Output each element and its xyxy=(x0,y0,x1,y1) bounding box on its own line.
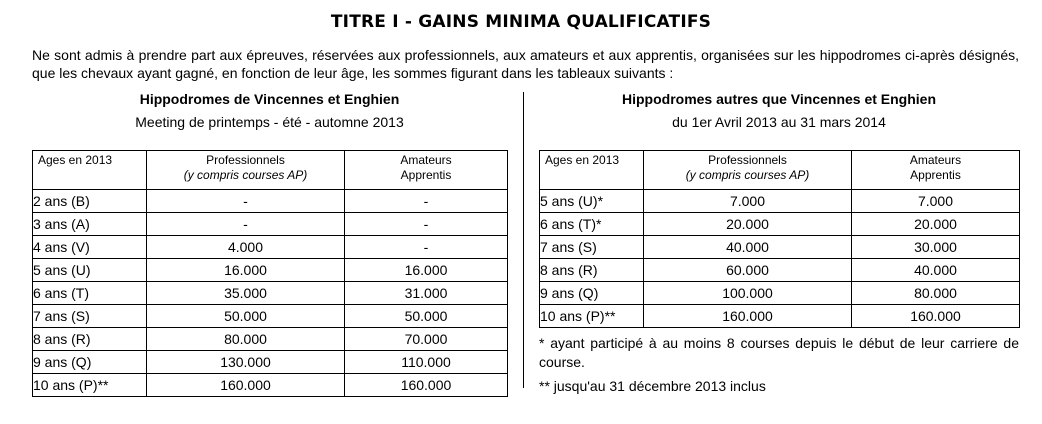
header-pro-label: Professionnels xyxy=(206,153,285,167)
table-row xyxy=(540,282,1020,305)
cell-amateurs: 20.000 xyxy=(852,213,1020,236)
cell-pro: 160.000 xyxy=(147,374,345,397)
right-heading: Hippodromes autres que Vincennes et Enghien xyxy=(621,91,937,107)
cell-age: 7 ans (S) xyxy=(540,236,644,259)
cell-amateurs: 160.000 xyxy=(345,374,508,397)
cell-amateurs: 160.000 xyxy=(852,305,1020,328)
cell-amateurs: - xyxy=(345,213,508,236)
cell-pro: 20.000 xyxy=(644,213,852,236)
cell-age: 9 ans (Q) xyxy=(540,282,644,305)
right-subheading: du 1er Avril 2013 au 31 mars 2014 xyxy=(672,114,886,130)
table-row xyxy=(33,305,508,328)
left-heading: Hippodromes de Vincennes et Enghien xyxy=(139,91,400,107)
cell-pro: 100.000 xyxy=(644,282,852,305)
cell-amateurs: - xyxy=(345,190,508,213)
table-row xyxy=(33,351,508,374)
header-pro-note: (y compris courses AP) xyxy=(183,168,308,182)
table-row xyxy=(540,236,1020,259)
table-header-row xyxy=(540,151,1020,190)
cell-pro: 50.000 xyxy=(147,305,345,328)
cell-age: 9 ans (Q) xyxy=(33,351,147,374)
cell-age: 5 ans (U) xyxy=(33,259,147,282)
cell-age: 6 ans (T) xyxy=(33,282,147,305)
header-professionnels xyxy=(644,151,852,190)
table-row xyxy=(33,374,508,397)
page-title: TITRE I - GAINS MINIMA QUALIFICATIFS xyxy=(330,12,712,32)
cell-pro: 7.000 xyxy=(644,190,852,213)
header-age: Ages en 2013 xyxy=(33,151,147,190)
cell-age: 4 ans (V) xyxy=(33,236,147,259)
cell-pro: - xyxy=(147,213,345,236)
cell-pro: 40.000 xyxy=(644,236,852,259)
cell-age: 8 ans (R) xyxy=(540,259,644,282)
cell-age: 10 ans (P)** xyxy=(540,305,644,328)
cell-age: 7 ans (S) xyxy=(33,305,147,328)
table-row xyxy=(540,213,1020,236)
right-gains-table xyxy=(539,150,1020,328)
left-subheading: Meeting de printemps - été - automne 2013 xyxy=(135,114,404,130)
footnote-star: * ayant participé à au moins 8 courses depuis le début de leur carriere de course. xyxy=(539,335,1019,370)
table-row xyxy=(33,282,508,305)
header-apprentis-label: Apprentis xyxy=(400,168,452,182)
cell-age: 2 ans (B) xyxy=(33,190,147,213)
cell-amateurs: 50.000 xyxy=(345,305,508,328)
cell-pro: 160.000 xyxy=(644,305,852,328)
cell-pro: 130.000 xyxy=(147,351,345,374)
cell-amateurs: 30.000 xyxy=(852,236,1020,259)
cell-amateurs: 80.000 xyxy=(852,282,1020,305)
left-column-header xyxy=(32,90,507,131)
cell-age: 10 ans (P)** xyxy=(33,374,147,397)
header-amateurs-apprentis xyxy=(852,151,1020,190)
table-row xyxy=(33,259,508,282)
cell-amateurs: 40.000 xyxy=(852,259,1020,282)
header-pro-label: Professionnels xyxy=(708,153,787,167)
cell-amateurs: 70.000 xyxy=(345,328,508,351)
cell-age: 6 ans (T)* xyxy=(540,213,644,236)
cell-age: 5 ans (U)* xyxy=(540,190,644,213)
cell-amateurs: - xyxy=(345,236,508,259)
cell-pro: 60.000 xyxy=(644,259,852,282)
left-gains-table xyxy=(32,150,508,397)
cell-age: 8 ans (R) xyxy=(33,328,147,351)
table-row xyxy=(33,328,508,351)
header-amateurs-label: Amateurs xyxy=(909,153,962,167)
table-row xyxy=(540,190,1020,213)
cell-pro: 16.000 xyxy=(147,259,345,282)
cell-amateurs: 31.000 xyxy=(345,282,508,305)
cell-pro: 4.000 xyxy=(147,236,345,259)
header-professionnels xyxy=(147,151,345,190)
footnotes xyxy=(539,334,1019,396)
header-amateurs-apprentis xyxy=(345,151,508,190)
table-header-row xyxy=(33,151,508,190)
table-row xyxy=(540,259,1020,282)
table-row xyxy=(33,236,508,259)
cell-amateurs: 16.000 xyxy=(345,259,508,282)
intro-paragraph: Ne sont admis à prendre part aux épreuves, réservées aux professionnels, aux amateurs et aux apprentis, organisées sur les hippodromes ci-après désignés, que les chevaux ayant gagné, en fonction de leur âge, les sommes figurant dans les tableaux suivants : xyxy=(32,47,1019,81)
cell-amateurs: 110.000 xyxy=(345,351,508,374)
cell-amateurs: 7.000 xyxy=(852,190,1020,213)
cell-pro: - xyxy=(147,190,345,213)
table-row xyxy=(540,305,1020,328)
footnote-double-star: ** jusqu'au 31 décembre 2013 inclus xyxy=(539,378,766,394)
header-pro-note: (y compris courses AP) xyxy=(685,168,810,182)
right-column-header xyxy=(539,90,1019,131)
table-row xyxy=(33,213,508,236)
header-age: Ages en 2013 xyxy=(540,151,644,190)
table-row xyxy=(33,190,508,213)
header-apprentis-label: Apprentis xyxy=(910,168,961,182)
cell-pro: 35.000 xyxy=(147,282,345,305)
cell-pro: 80.000 xyxy=(147,328,345,351)
header-amateurs-label: Amateurs xyxy=(400,153,452,167)
column-divider xyxy=(523,92,524,388)
cell-age: 3 ans (A) xyxy=(33,213,147,236)
